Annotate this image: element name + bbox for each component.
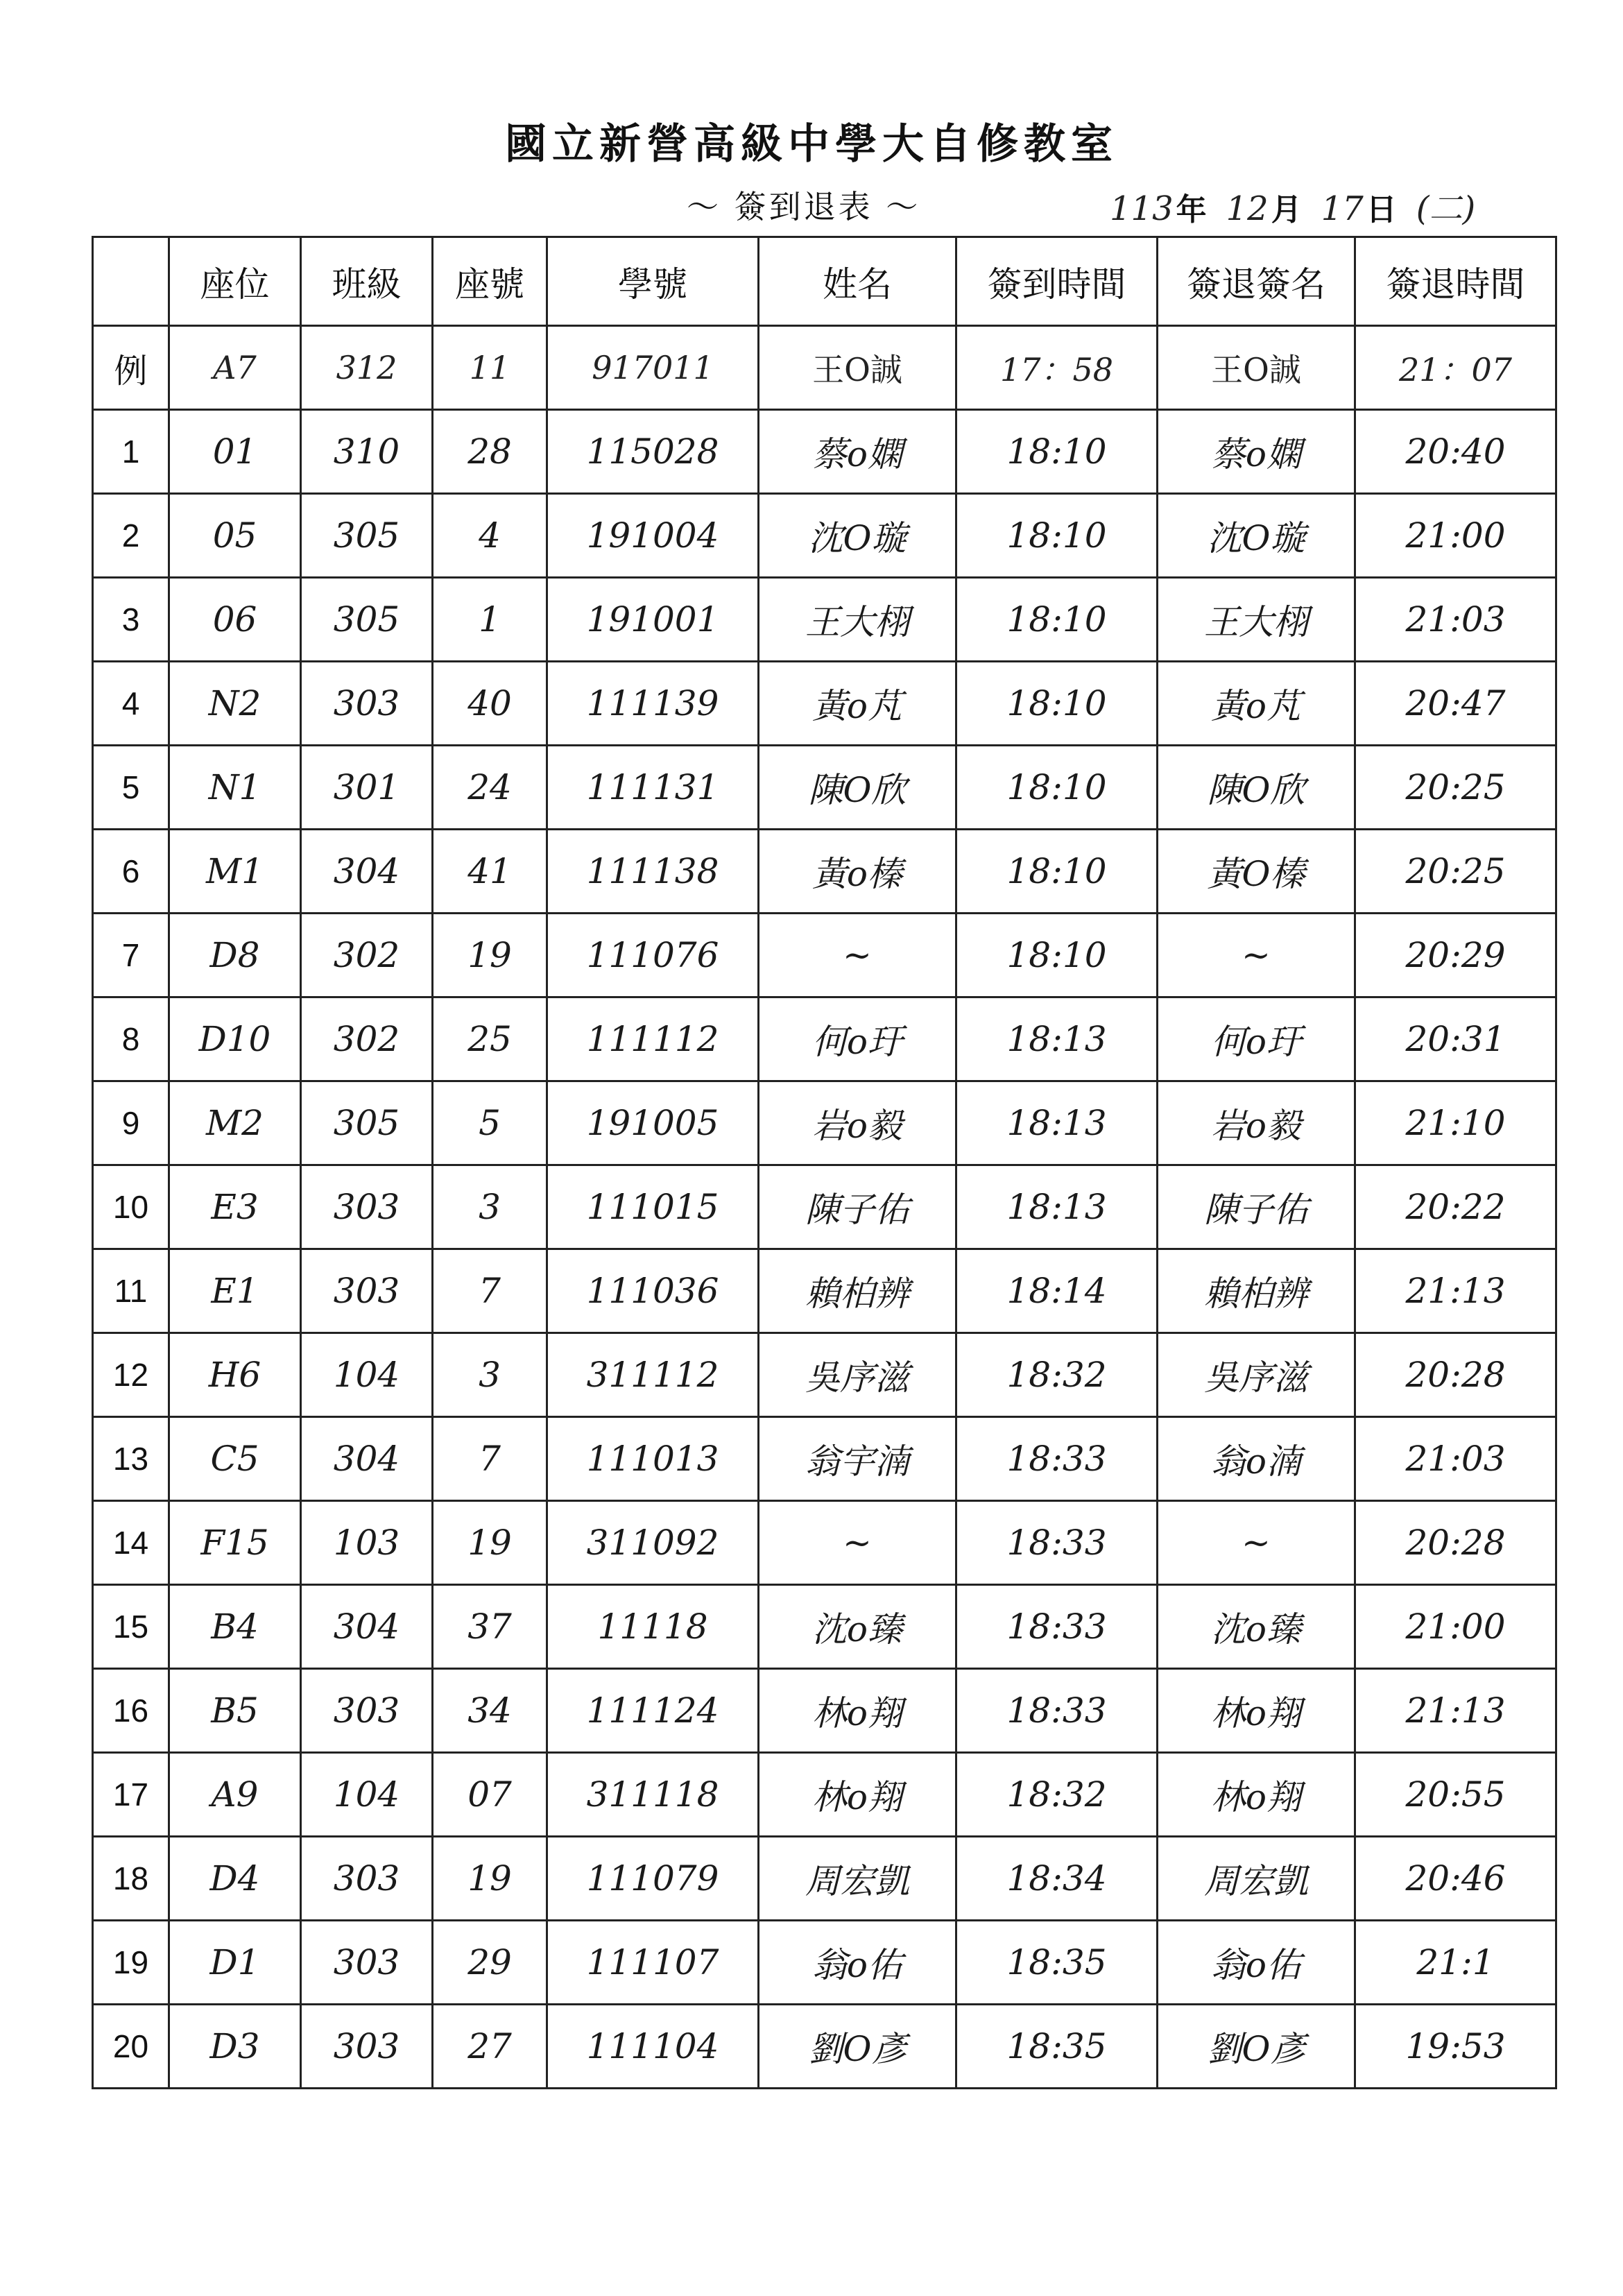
- cell-signout-name: 周宏凱: [1158, 1837, 1355, 1921]
- cell-student-id: 115028: [547, 410, 759, 494]
- row-index: 5: [93, 746, 169, 830]
- col-header-class: 班級: [301, 237, 433, 326]
- table-row: [93, 914, 1556, 997]
- cell-number: 19: [433, 1837, 547, 1921]
- cell-student-id: 111124: [547, 1669, 759, 1753]
- cell-student-id: 311118: [547, 1753, 759, 1837]
- table-row: [93, 494, 1556, 578]
- example-name: 王O誠: [759, 326, 956, 410]
- cell-class: 305: [301, 494, 433, 578]
- example-label: 例: [93, 326, 169, 410]
- example-student-id: 917011: [547, 326, 759, 410]
- example-seat: A7: [169, 326, 301, 410]
- cell-number: 4: [433, 494, 547, 578]
- cell-seat: D1: [169, 1921, 301, 2005]
- cell-checkin-time: 18:10: [956, 830, 1158, 914]
- row-index: 17: [93, 1753, 169, 1837]
- cell-checkin-time: 18:32: [956, 1753, 1158, 1837]
- cell-signout-name: 林o翔: [1158, 1753, 1355, 1837]
- cell-seat: M1: [169, 830, 301, 914]
- cell-student-id: 11118: [547, 1585, 759, 1669]
- cell-number: 29: [433, 1921, 547, 2005]
- cell-checkin-time: 18:10: [956, 494, 1158, 578]
- cell-number: 1: [433, 578, 547, 662]
- sheet-subtitle: ～ 簽到退表 ～: [687, 188, 921, 225]
- cell-name: 賴柏辨: [759, 1249, 956, 1333]
- row-index: 20: [93, 2005, 169, 2089]
- cell-name: 翁宇湳: [759, 1417, 956, 1501]
- table-row: [93, 2005, 1556, 2089]
- table-row: [93, 1753, 1556, 1837]
- table-row: [93, 746, 1556, 830]
- cell-checkin-time: 18:35: [956, 1921, 1158, 2005]
- cell-name: 吳序滋: [759, 1333, 956, 1417]
- cell-number: 07: [433, 1753, 547, 1837]
- cell-signout-name: ~: [1158, 914, 1355, 997]
- col-header-signout-name: 簽退簽名: [1158, 237, 1355, 326]
- cell-student-id: 191004: [547, 494, 759, 578]
- cell-name: 黃o芃: [759, 662, 956, 746]
- cell-class: 103: [301, 1501, 433, 1585]
- cell-seat: N1: [169, 746, 301, 830]
- col-header-student-id: 學號: [547, 237, 759, 326]
- cell-class: 302: [301, 914, 433, 997]
- cell-number: 25: [433, 997, 547, 1081]
- cell-number: 19: [433, 1501, 547, 1585]
- cell-student-id: 111076: [547, 914, 759, 997]
- cell-number: 3: [433, 1165, 547, 1249]
- cell-student-id: 311092: [547, 1501, 759, 1585]
- cell-seat: E1: [169, 1249, 301, 1333]
- table-row: [93, 1585, 1556, 1669]
- cell-checkin-time: 18:33: [956, 1501, 1158, 1585]
- cell-student-id: 111138: [547, 830, 759, 914]
- cell-number: 27: [433, 2005, 547, 2089]
- col-header-index: [93, 237, 169, 326]
- cell-seat: 05: [169, 494, 301, 578]
- cell-seat: B5: [169, 1669, 301, 1753]
- cell-checkin-time: 18:10: [956, 410, 1158, 494]
- date-year-label: 年: [1176, 192, 1207, 228]
- cell-student-id: 111079: [547, 1837, 759, 1921]
- cell-checkin-time: 18:14: [956, 1249, 1158, 1333]
- col-header-checkout-time: 簽退時間: [1355, 237, 1556, 326]
- cell-seat: H6: [169, 1333, 301, 1417]
- cell-seat: D8: [169, 914, 301, 997]
- cell-signout-name: 王大栩: [1158, 578, 1355, 662]
- example-checkin-time: 17：58: [956, 326, 1158, 410]
- row-index: 8: [93, 997, 169, 1081]
- cell-checkout-time: 21:10: [1355, 1081, 1556, 1165]
- cell-checkout-time: 20:40: [1355, 410, 1556, 494]
- cell-class: 310: [301, 410, 433, 494]
- cell-checkout-time: 21:13: [1355, 1669, 1556, 1753]
- cell-class: 303: [301, 2005, 433, 2089]
- cell-class: 303: [301, 662, 433, 746]
- table-row: [93, 578, 1556, 662]
- col-header-seat: 座位: [169, 237, 301, 326]
- cell-number: 7: [433, 1417, 547, 1501]
- cell-checkin-time: 18:33: [956, 1417, 1158, 1501]
- cell-number: 41: [433, 830, 547, 914]
- cell-signout-name: 林o翔: [1158, 1669, 1355, 1753]
- cell-checkin-time: 18:13: [956, 1165, 1158, 1249]
- cell-name: 沈o臻: [759, 1585, 956, 1669]
- cell-number: 7: [433, 1249, 547, 1333]
- cell-number: 19: [433, 914, 547, 997]
- table-row: [93, 1921, 1556, 2005]
- cell-signout-name: 劉O彥: [1158, 2005, 1355, 2089]
- table-row: [93, 830, 1556, 914]
- cell-signout-name: 黃O榛: [1158, 830, 1355, 914]
- cell-checkin-time: 18:13: [956, 997, 1158, 1081]
- date-year-value: 113: [1110, 189, 1174, 228]
- cell-student-id: 191005: [547, 1081, 759, 1165]
- cell-number: 37: [433, 1585, 547, 1669]
- cell-seat: N2: [169, 662, 301, 746]
- cell-student-id: 111036: [547, 1249, 759, 1333]
- table-row: [93, 1669, 1556, 1753]
- cell-seat: C5: [169, 1417, 301, 1501]
- example-checkout-time: 21：07: [1355, 326, 1556, 410]
- cell-checkin-time: 18:33: [956, 1585, 1158, 1669]
- row-index: 1: [93, 410, 169, 494]
- cell-class: 303: [301, 1837, 433, 1921]
- row-index: 7: [93, 914, 169, 997]
- cell-name: 陳O欣: [759, 746, 956, 830]
- table-row: [93, 1249, 1556, 1333]
- col-header-checkin-time: 簽到時間: [956, 237, 1158, 326]
- cell-checkin-time: 18:10: [956, 914, 1158, 997]
- cell-checkin-time: 18:35: [956, 2005, 1158, 2089]
- row-index: 3: [93, 578, 169, 662]
- cell-class: 304: [301, 830, 433, 914]
- cell-checkout-time: 21:1: [1355, 1921, 1556, 2005]
- table-row: [93, 662, 1556, 746]
- date-month-value: 12: [1226, 189, 1269, 228]
- cell-seat: F15: [169, 1501, 301, 1585]
- cell-checkin-time: 18:13: [956, 1081, 1158, 1165]
- row-index: 12: [93, 1333, 169, 1417]
- cell-class: 304: [301, 1417, 433, 1501]
- cell-seat: A9: [169, 1753, 301, 1837]
- cell-class: 104: [301, 1333, 433, 1417]
- cell-name: 劉O彥: [759, 2005, 956, 2089]
- cell-class: 301: [301, 746, 433, 830]
- row-index: 18: [93, 1837, 169, 1921]
- cell-checkout-time: 20:31: [1355, 997, 1556, 1081]
- row-index: 6: [93, 830, 169, 914]
- cell-checkout-time: 21:00: [1355, 494, 1556, 578]
- row-index: 15: [93, 1585, 169, 1669]
- cell-checkout-time: 20:25: [1355, 746, 1556, 830]
- row-index: 11: [93, 1249, 169, 1333]
- cell-signout-name: 賴柏辨: [1158, 1249, 1355, 1333]
- cell-checkout-time: 20:28: [1355, 1501, 1556, 1585]
- cell-name: 林o翔: [759, 1753, 956, 1837]
- cell-number: 28: [433, 410, 547, 494]
- cell-class: 305: [301, 1081, 433, 1165]
- cell-checkin-time: 18:33: [956, 1669, 1158, 1753]
- table-row: [93, 1501, 1556, 1585]
- cell-class: 303: [301, 1921, 433, 2005]
- cell-checkout-time: 21:13: [1355, 1249, 1556, 1333]
- date-day-label: 日: [1366, 192, 1397, 228]
- cell-name: ~: [759, 1501, 956, 1585]
- table-row: [93, 997, 1556, 1081]
- cell-number: 5: [433, 1081, 547, 1165]
- cell-student-id: 111112: [547, 997, 759, 1081]
- cell-class: 303: [301, 1669, 433, 1753]
- cell-student-id: 111013: [547, 1417, 759, 1501]
- col-header-number: 座號: [433, 237, 547, 326]
- signin-table: [92, 236, 1557, 2089]
- cell-name: 沈O璇: [759, 494, 956, 578]
- cell-student-id: 311112: [547, 1333, 759, 1417]
- cell-signout-name: 岩o毅: [1158, 1081, 1355, 1165]
- example-class: 312: [301, 326, 433, 410]
- cell-seat: M2: [169, 1081, 301, 1165]
- cell-checkout-time: 20:47: [1355, 662, 1556, 746]
- cell-student-id: 111015: [547, 1165, 759, 1249]
- cell-student-id: 111104: [547, 2005, 759, 2089]
- date-month-label: 月: [1271, 192, 1302, 228]
- table-row: [93, 1165, 1556, 1249]
- cell-student-id: 111107: [547, 1921, 759, 2005]
- cell-signout-name: ~: [1158, 1501, 1355, 1585]
- header-row: [93, 237, 1556, 326]
- example-row: [93, 326, 1556, 410]
- table-row: [93, 1417, 1556, 1501]
- cell-number: 40: [433, 662, 547, 746]
- cell-signout-name: 何o玗: [1158, 997, 1355, 1081]
- row-index: 2: [93, 494, 169, 578]
- cell-class: 302: [301, 997, 433, 1081]
- row-index: 10: [93, 1165, 169, 1249]
- cell-signout-name: 蔡o嫻: [1158, 410, 1355, 494]
- cell-seat: 06: [169, 578, 301, 662]
- table-row: [93, 410, 1556, 494]
- date-weekday-value: (二): [1416, 189, 1476, 228]
- row-index: 9: [93, 1081, 169, 1165]
- cell-student-id: 111131: [547, 746, 759, 830]
- cell-number: 3: [433, 1333, 547, 1417]
- cell-name: 翁o佑: [759, 1921, 956, 2005]
- cell-number: 24: [433, 746, 547, 830]
- cell-checkout-time: 21:00: [1355, 1585, 1556, 1669]
- row-index: 14: [93, 1501, 169, 1585]
- cell-seat: D3: [169, 2005, 301, 2089]
- cell-signout-name: 沈o臻: [1158, 1585, 1355, 1669]
- cell-class: 104: [301, 1753, 433, 1837]
- cell-class: 304: [301, 1585, 433, 1669]
- cell-name: 黃o榛: [759, 830, 956, 914]
- cell-signout-name: 吳序滋: [1158, 1333, 1355, 1417]
- example-number: 11: [433, 326, 547, 410]
- cell-checkout-time: 20:25: [1355, 830, 1556, 914]
- cell-checkout-time: 21:03: [1355, 578, 1556, 662]
- cell-class: 305: [301, 578, 433, 662]
- table-row: [93, 1333, 1556, 1417]
- cell-signout-name: 翁o湳: [1158, 1417, 1355, 1501]
- cell-class: 303: [301, 1165, 433, 1249]
- cell-checkout-time: 20:46: [1355, 1837, 1556, 1921]
- example-signout-name: 王O誠: [1158, 326, 1355, 410]
- table-row: [93, 1837, 1556, 1921]
- cell-name: 周宏凱: [759, 1837, 956, 1921]
- cell-signout-name: 黃o芃: [1158, 662, 1355, 746]
- date-day-value: 17: [1321, 189, 1364, 228]
- cell-checkout-time: 20:55: [1355, 1753, 1556, 1837]
- cell-checkin-time: 18:34: [956, 1837, 1158, 1921]
- cell-checkin-time: 18:10: [956, 746, 1158, 830]
- cell-signout-name: 沈O璇: [1158, 494, 1355, 578]
- table-row: [93, 1081, 1556, 1165]
- cell-name: 陳子佑: [759, 1165, 956, 1249]
- row-index: 4: [93, 662, 169, 746]
- cell-name: 王大栩: [759, 578, 956, 662]
- cell-student-id: 191001: [547, 578, 759, 662]
- cell-student-id: 111139: [547, 662, 759, 746]
- cell-signout-name: 陳子佑: [1158, 1165, 1355, 1249]
- cell-name: 蔡o嫻: [759, 410, 956, 494]
- cell-checkout-time: 19:53: [1355, 2005, 1556, 2089]
- cell-checkout-time: 20:29: [1355, 914, 1556, 997]
- row-index: 16: [93, 1669, 169, 1753]
- cell-signout-name: 陳O欣: [1158, 746, 1355, 830]
- cell-name: 岩o毅: [759, 1081, 956, 1165]
- cell-checkin-time: 18:32: [956, 1333, 1158, 1417]
- date-line: [1110, 182, 1475, 230]
- cell-checkout-time: 20:22: [1355, 1165, 1556, 1249]
- cell-name: ~: [759, 914, 956, 997]
- cell-checkout-time: 20:28: [1355, 1333, 1556, 1417]
- cell-name: 何o玗: [759, 997, 956, 1081]
- cell-seat: D4: [169, 1837, 301, 1921]
- cell-class: 303: [301, 1249, 433, 1333]
- cell-signout-name: 翁o佑: [1158, 1921, 1355, 2005]
- cell-seat: 01: [169, 410, 301, 494]
- sheet-title: 國立新營高級中學大自修教室: [505, 120, 1118, 169]
- cell-checkout-time: 21:03: [1355, 1417, 1556, 1501]
- col-header-name: 姓名: [759, 237, 956, 326]
- cell-number: 34: [433, 1669, 547, 1753]
- row-index: 13: [93, 1417, 169, 1501]
- cell-checkin-time: 18:10: [956, 578, 1158, 662]
- cell-seat: D10: [169, 997, 301, 1081]
- cell-seat: B4: [169, 1585, 301, 1669]
- cell-seat: E3: [169, 1165, 301, 1249]
- row-index: 19: [93, 1921, 169, 2005]
- cell-checkin-time: 18:10: [956, 662, 1158, 746]
- cell-name: 林o翔: [759, 1669, 956, 1753]
